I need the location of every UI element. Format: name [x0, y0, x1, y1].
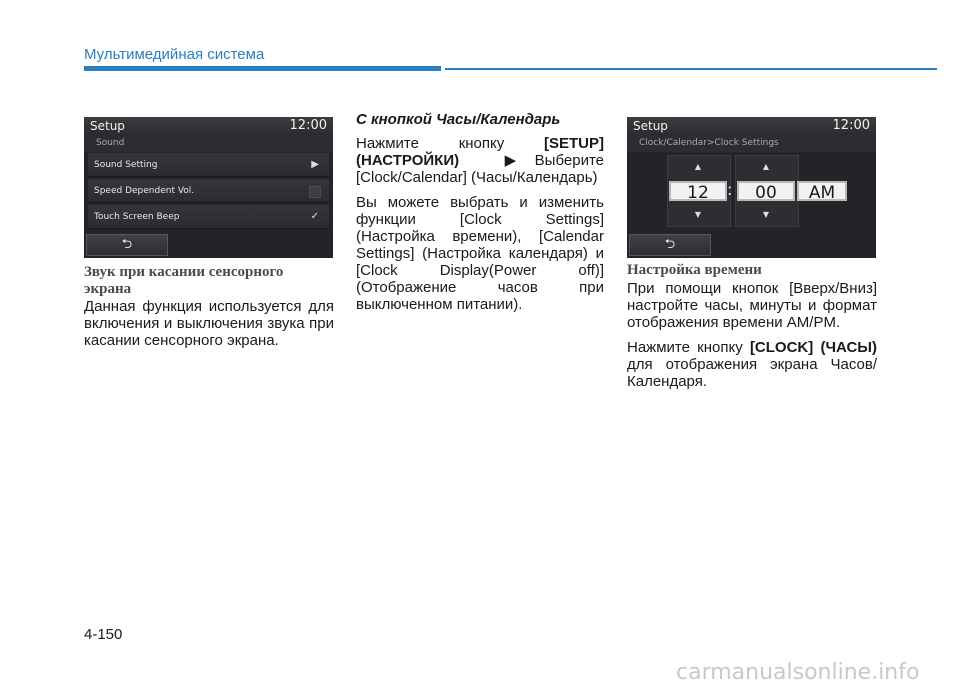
play-arrow-icon: ▶	[311, 159, 319, 170]
header-rule-thick	[84, 66, 441, 71]
sound-setting-row[interactable]	[88, 153, 329, 177]
page-number: 4-150	[84, 626, 123, 643]
hour-down-button[interactable]: ▼	[694, 210, 702, 219]
text: Данная функция используется для включения и выключения звука при касании сенсорного экрана.	[84, 298, 334, 349]
instruction-arrows: При помощи кнопок [Вверх/Вниз] настройте часы, минуты и формат отображения времени AM/PM.	[627, 280, 877, 331]
minute-down-button[interactable]: ▼	[762, 210, 770, 219]
checkbox-icon	[309, 186, 321, 198]
clock-label: [CLOCK] (ЧАСЫ)	[749, 339, 877, 356]
text: Выберите [Clock/Calendar] (Часы/Календарь)	[356, 152, 604, 186]
hour-up-button[interactable]: ▲	[694, 162, 702, 171]
minute-up-button[interactable]: ▲	[762, 162, 770, 171]
row-label: Speed Dependent Vol.	[94, 186, 195, 196]
back-icon: ⮌	[664, 237, 676, 252]
back-button[interactable]	[629, 234, 711, 256]
touch-screen-beep-row[interactable]	[88, 205, 329, 229]
header-title: Мультимедийная система	[84, 46, 265, 63]
arrow-right-icon: ▶	[504, 152, 524, 169]
text: для отображения экрана Часов/Календаря.	[627, 356, 877, 390]
row-label: Sound Setting	[94, 160, 158, 170]
check-icon: ✓	[310, 211, 319, 222]
sound-setup-screenshot	[84, 117, 333, 258]
section-title-clock-calendar: С кнопкой Часы/Календарь	[356, 111, 561, 128]
speed-dependent-vol-row[interactable]	[88, 179, 329, 203]
screen-title: Setup	[90, 119, 125, 133]
text: Нажмите кнопку	[356, 135, 544, 152]
screen-clock: 12:00	[832, 118, 870, 133]
paragraph-touch-beep	[84, 298, 334, 357]
screen-topbar	[84, 117, 333, 135]
screen-subtitle: Sound	[84, 135, 333, 152]
minute-value: 00	[737, 181, 795, 201]
hour-value: 12	[669, 181, 727, 201]
screen-clock: 12:00	[289, 118, 327, 133]
setup-label: [SETUP] (НАСТРОЙКИ)	[356, 135, 604, 169]
paragraph-clock-calendar	[356, 135, 604, 321]
screen-subtitle: Clock/Calendar>Clock Settings	[627, 135, 876, 152]
paragraph-time-setting	[627, 280, 877, 398]
header-rule-thin	[445, 68, 937, 70]
watermark: carmanualsonline.info	[676, 660, 920, 685]
instruction	[356, 135, 604, 186]
row-label: Touch Screen Beep	[94, 212, 180, 222]
time-separator: :	[727, 180, 733, 199]
description: Вы можете выбрать и изменить функции [Clock Settings] (Настройка времени), [Calendar Settings] (Настройка календаря) и [Clock Display(Power off)] (Отображение часов при выключенном питании).	[356, 194, 604, 313]
ampm-toggle[interactable]: AM	[797, 181, 847, 201]
caption-touch-beep: Звук при касании сенсорного экрана	[84, 264, 284, 297]
back-button[interactable]	[86, 234, 168, 256]
clock-settings-screenshot	[627, 117, 876, 258]
screen-title: Setup	[633, 119, 668, 133]
back-icon: ⮌	[121, 237, 133, 252]
screen-topbar	[627, 117, 876, 135]
instruction-clock	[627, 339, 877, 390]
caption-time-setting: Настройка времени	[627, 262, 762, 278]
text: Нажмите кнопку	[627, 339, 750, 356]
